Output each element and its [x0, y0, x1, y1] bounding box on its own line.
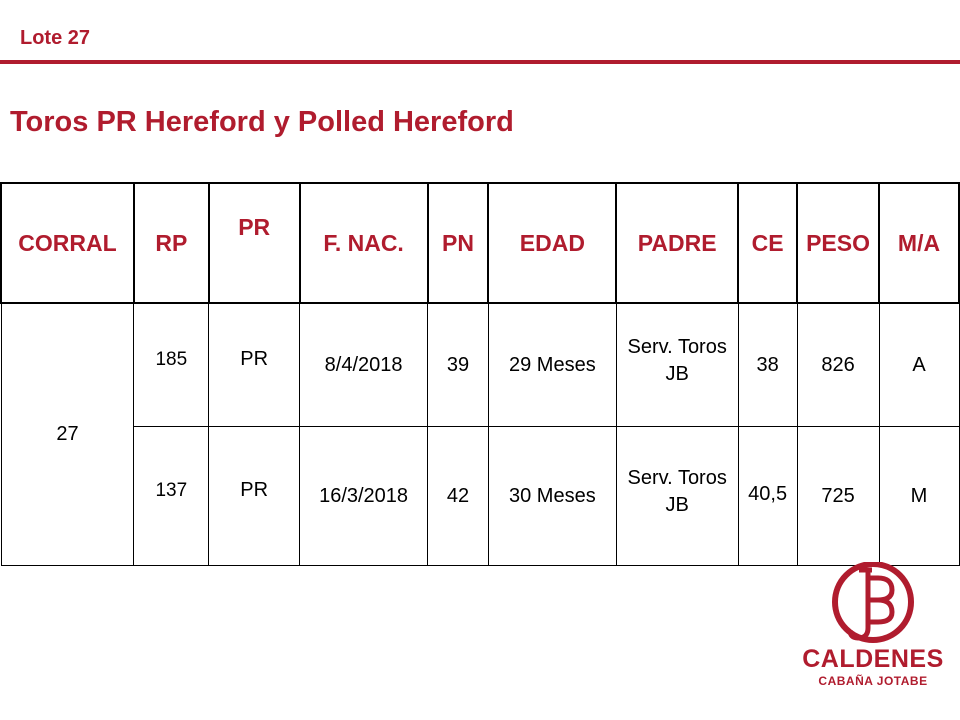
edad-cell: 30 Meses [488, 427, 616, 566]
column-header-ce: CE [738, 183, 797, 303]
pr-value: PR [240, 478, 269, 501]
column-header-peso: PESO [797, 183, 879, 303]
fnac-cell: 8/4/2018 [300, 303, 428, 427]
padre-line2: JB [665, 363, 689, 385]
brand-subtitle: CABAÑA JOTABE [818, 674, 928, 688]
rp-value: 185 [155, 348, 188, 370]
column-header-padre: PADRE [616, 183, 738, 303]
header-divider [0, 60, 960, 64]
pr-cell [209, 427, 300, 566]
column-header-ma: M/A [879, 183, 959, 303]
padre-line1: Serv. Toros [627, 467, 727, 489]
ma-cell: A [879, 303, 959, 427]
column-header-edad: EDAD [488, 183, 616, 303]
column-header-rp: RP [134, 183, 209, 303]
bulls-table [0, 182, 960, 566]
peso-cell: 826 [797, 303, 879, 427]
rp-cell [134, 303, 209, 427]
brand-name: CALDENES [802, 645, 944, 673]
page-title: Toros PR Hereford y Polled Hereford [10, 106, 514, 138]
ce-cell [738, 427, 797, 566]
corral-cell: 27 [1, 303, 134, 566]
table-row [1, 427, 959, 566]
pr-value: PR [240, 347, 269, 370]
padre-cell [616, 427, 738, 566]
table-row [1, 303, 959, 427]
ce-cell: 38 [738, 303, 797, 427]
padre-cell [616, 303, 738, 427]
peso-cell: 725 [797, 427, 879, 566]
ce-value: 40,5 [748, 482, 788, 505]
column-header-corral: CORRAL [1, 183, 134, 303]
table-header-row [1, 183, 959, 303]
fnac-cell: 16/3/2018 [300, 427, 428, 566]
pn-cell: 39 [428, 303, 489, 427]
column-header-pn: PN [428, 183, 489, 303]
pr-cell [209, 303, 300, 427]
edad-cell: 29 Meses [488, 303, 616, 427]
ma-cell: M [879, 427, 959, 566]
padre-line1: Serv. Toros [627, 336, 727, 358]
padre-line2: JB [665, 494, 689, 516]
lote-label: Lote 27 [20, 27, 91, 49]
column-header-fnac: F. NAC. [300, 183, 428, 303]
pn-cell: 42 [428, 427, 489, 566]
column-header-pr: PR [209, 183, 300, 303]
rp-cell [134, 427, 209, 566]
rp-value: 137 [155, 479, 188, 501]
